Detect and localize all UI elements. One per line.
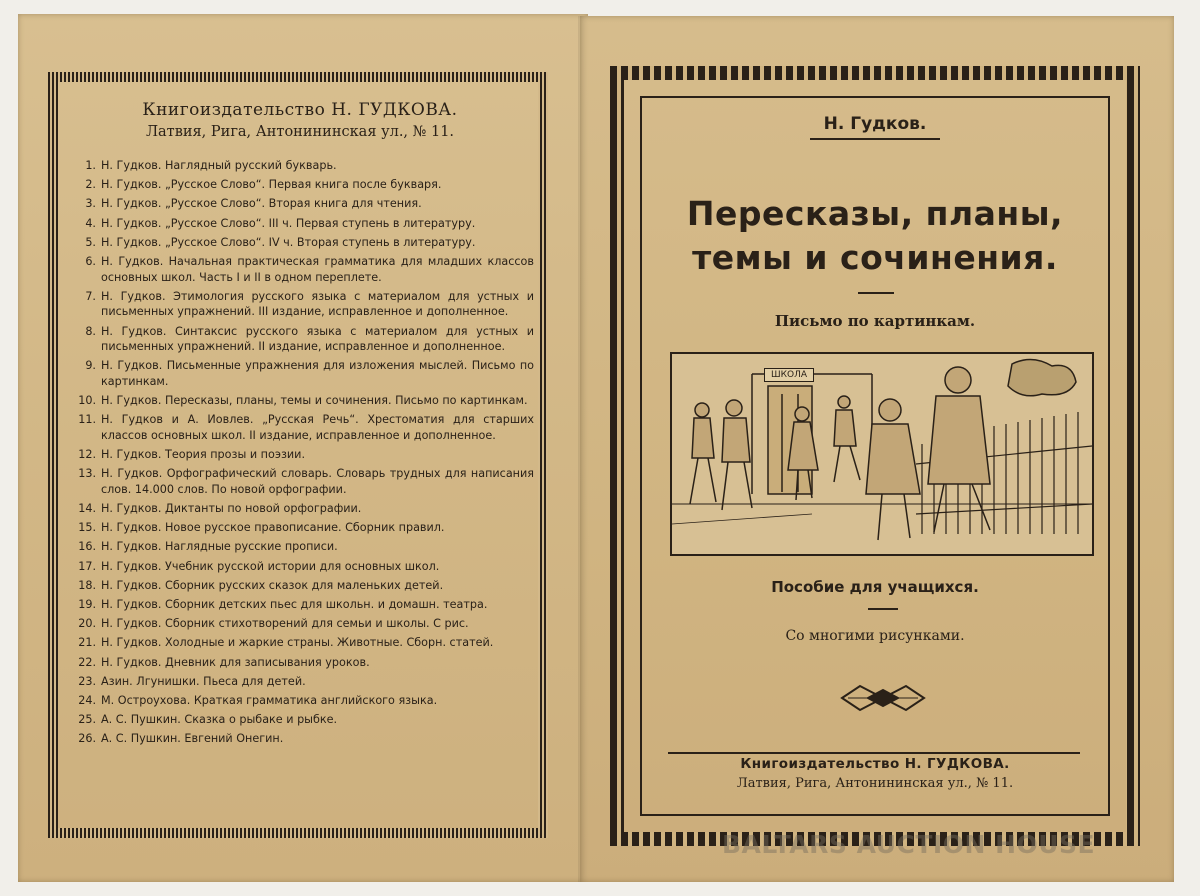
book-number: 9. (85, 359, 96, 373)
book-entry-text: М. Остроухова. Краткая грамматика английского языка. (101, 693, 438, 707)
illustrations-note: Со многими рисунками. (785, 628, 965, 644)
book-catalog-list (62, 158, 538, 747)
book-number: 15. (78, 521, 96, 535)
book-number: 23. (78, 674, 96, 688)
book-list-item (74, 501, 534, 517)
book-number: 21. (78, 636, 96, 650)
book-entry-text: Н. Гудков. Пересказы, планы, темы и сочинения. Письмо по картинкам. (101, 394, 528, 408)
book-entry-text: Н. Гудков. Начальная практическая грамматика для младших классов основных школ. Часть I и II в одном переплете. (101, 254, 534, 284)
book-number: 20. (78, 617, 96, 631)
ornament-icon (838, 680, 928, 716)
book-entry-text: Н. Гудков. Сборник детских пьес для школьн. и домашн. театра. (101, 597, 488, 611)
book-number: 5. (85, 235, 96, 249)
book-number: 6. (85, 254, 96, 268)
book-entry-text: Н. Гудков. „Русское Слово“. IV ч. Вторая ступень в литературу. (101, 235, 476, 249)
book-list-item (74, 635, 534, 651)
book-entry-text: Н. Гудков. „Русское Слово“. Вторая книга для чтения. (101, 197, 422, 211)
book-number: 16. (78, 540, 96, 554)
book-number: 4. (85, 216, 96, 230)
book-list-item (74, 158, 534, 174)
book-entry-text: Н. Гудков. Наглядный русский букварь. (101, 159, 337, 172)
book-list-item (74, 196, 534, 212)
book-list-item (74, 674, 534, 690)
book-list-item (74, 447, 534, 463)
book-entry-text: Н. Гудков. Дневник для записывания уроков. (101, 655, 370, 669)
book-list-item (74, 289, 534, 320)
illustration-drawing (672, 354, 1092, 554)
book-list-item (74, 412, 534, 443)
book-entry-text: Н. Гудков. Новое русское правописание. Сборник правил. (101, 521, 445, 535)
book-number: 3. (85, 197, 96, 211)
book-entry-text: Н. Гудков. Теория прозы и поэзии. (101, 448, 306, 462)
book-entry-text: Н. Гудков. „Русское Слово“. III ч. Первая ступень в литературу. (101, 216, 476, 230)
book-number: 17. (78, 559, 96, 573)
book-list-item (74, 520, 534, 536)
book-entry-text: Н. Гудков. „Русское Слово“. Первая книга после букваря. (101, 178, 442, 192)
book-list-item (74, 578, 534, 594)
book-entry-text: Н. Гудков. Наглядные русские прописи. (101, 540, 338, 554)
book-entry-text: Н. Гудков. Этимология русского языка с материалом для устных и письменных упражнений. III издание, исправленное и дополненное. (101, 289, 534, 319)
title-divider (858, 292, 894, 294)
book-list-item (74, 216, 534, 232)
book-list-item (74, 358, 534, 389)
book-list-item (74, 393, 534, 409)
book-entry-text: Азин. Лгунишки. Пьеса для детей. (101, 674, 306, 688)
book-entry-text: Н. Гудков. Сборник стихотворений для семьи и школы. С рис. (101, 617, 469, 631)
book-number: 1. (85, 159, 96, 172)
book-list-item (74, 254, 534, 285)
front-publisher-address: Латвия, Рига, Антонининская ул., № 11. (736, 776, 1014, 791)
book-number: 12. (78, 448, 96, 462)
book-title-line-1: Пересказы, планы, (686, 194, 1064, 233)
book-entry-text: Н. Гудков. Письменные упражнения для изложения мыслей. Письмо по картинкам. (101, 359, 534, 388)
book-number: 8. (85, 324, 96, 338)
book-entry-text: Н. Гудков. Холодные и жаркие страны. Животные. Сборн. статей. (101, 636, 494, 650)
book-number: 24. (78, 693, 96, 707)
book-subtitle: Письмо по картинкам. (774, 312, 976, 330)
book-list-item (74, 539, 534, 555)
book-number: 26. (78, 732, 96, 746)
book-entry-text: А. С. Пушкин. Сказка о рыбаке и рыбке. (101, 713, 338, 727)
book-entry-text: Н. Гудков. Диктанты по новой орфографии. (101, 502, 362, 515)
book-entry-text: Н. Гудков. Синтаксис русского языка с материалом для устных и письменных упражнений. II издание, исправленное и дополненное. (101, 324, 534, 354)
school-children-illustration (670, 352, 1094, 556)
book-number: 10. (78, 394, 96, 408)
book-list-item (74, 731, 534, 747)
book-number: 18. (78, 578, 96, 592)
book-list-item (74, 466, 534, 497)
book-list-item (74, 177, 534, 193)
book-entry-text: Н. Гудков. Учебник русской истории для основных школ. (101, 559, 440, 573)
book-list-item (74, 693, 534, 709)
front-publisher-name: Книгоиздательство Н. ГУДКОВА. (740, 756, 1010, 772)
book-title-line-2: темы и сочинения. (692, 238, 1058, 277)
book-list-item (74, 597, 534, 613)
book-list-item (74, 616, 534, 632)
publisher-divider (668, 752, 1080, 754)
student-aid-label: Пособие для учащихся. (771, 578, 979, 596)
book-number: 7. (85, 289, 96, 303)
book-entry-text: Н. Гудков. Сборник русских сказок для маленьких детей. (101, 578, 444, 592)
book-list-item (74, 235, 534, 251)
book-number: 19. (78, 597, 96, 611)
book-list-item (74, 559, 534, 575)
book-number: 13. (78, 467, 96, 481)
author-name: Н. Гудков. (810, 114, 940, 140)
auction-watermark: BALTARS AUCTION HOUSE (722, 830, 1096, 859)
book-number: 2. (85, 178, 96, 192)
book-list-item (74, 324, 534, 355)
publisher-address: Латвия, Рига, Антонининская ул., № 11. (145, 124, 455, 140)
book-number: 14. (78, 502, 96, 515)
book-list-item (74, 712, 534, 728)
aid-divider (868, 608, 898, 610)
book-entry-text: А. С. Пушкин. Евгений Онегин. (101, 732, 284, 746)
booklet-spine (578, 16, 596, 882)
book-list-item (74, 655, 534, 671)
book-number: 25. (78, 713, 96, 727)
publisher-heading: Книгоиздательство Н. ГУДКОВА. (142, 100, 458, 120)
book-entry-text: Н. Гудков и А. Иовлев. „Русская Речь“. Хрестоматия для старших классов основных школ. II издание, исправленное и дополненное. (101, 413, 534, 442)
book-number: 22. (78, 655, 96, 669)
book-entry-text: Н. Гудков. Орфографический словарь. Словарь трудных для написания слов. 14.000 слов. По новой орфографии. (101, 467, 534, 496)
book-number: 11. (78, 413, 96, 427)
back-cover-content (62, 92, 538, 822)
school-sign-label: ШКОЛА (764, 368, 814, 382)
book-title (640, 192, 1110, 280)
